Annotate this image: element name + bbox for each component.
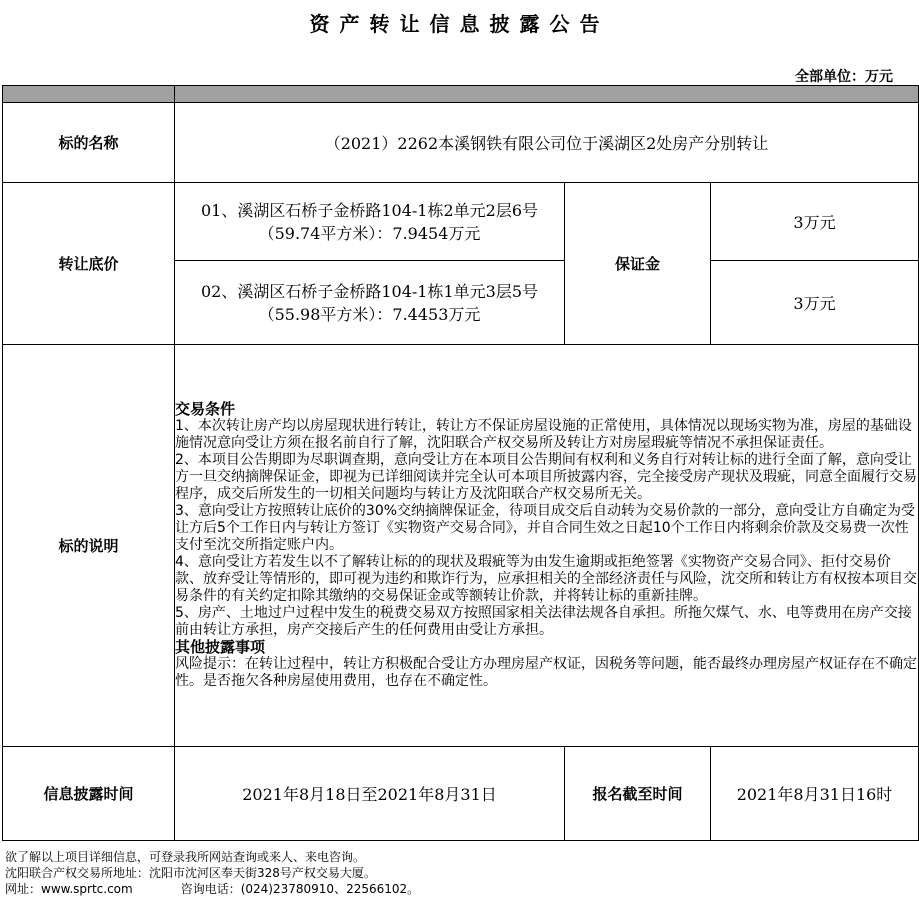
period-label: 信息披露时间 xyxy=(3,747,175,841)
other-text: 风险提示：在转让过程中，转让方积极配合受让方办理房屋产权证，因税务等问题，能否最终办理房屋产权证存在不确定性。是否拖欠各种房屋使用费用，也存在不确定性。 xyxy=(175,656,917,689)
condition-item: 1、本次转让房产均以房屋现状进行转让，转让方不保证房屋设施的正常使用，具体情况以现场实物为准，房屋的基础设施情况意向受让方须在报名前自行了解，沈阳联合产权交易所及转让方对房屋瑕疵等情况不承担保证责任。 xyxy=(175,418,912,451)
period-row xyxy=(3,747,919,841)
description-row xyxy=(3,345,919,747)
footer-line-1: 欲了解以上项目详细信息，可登录我所网站查询或来人、来电咨询。 xyxy=(5,850,366,864)
condition-item: 2、本项目公告期即为尽职调查期，意向受让方在本项目公告期间有权利和义务自行对转让标的进行全面了解，意向受让方一旦交纳摘牌保证金，即视为已详细阅读并完全认可本项目所披露内容，完全接受房产现状及瑕疵，同意全面履行交易程序，成交后所发生的一切相关问题均与转让方及沈阳联合产权交易所无关。 xyxy=(175,452,917,502)
description-body xyxy=(175,345,919,747)
price-item-2: 02、溪湖区石桥子金桥路104-1栋1单元3层5号（55.98平方米）：7.4453万元 xyxy=(175,261,565,345)
condition-item: 5、房产、土地过户过程中发生的税费交易双方按照国家相关法律法规各自承担。所拖欠煤气、水、电等费用在房产交接前由转让方承担，房产交接后产生的任何费用由受让方承担。 xyxy=(175,605,912,638)
name-row xyxy=(3,103,919,183)
price-item-1: 01、溪湖区石桥子金桥路104-1栋2单元2层6号（59.74平方米）：7.9454万元 xyxy=(175,183,565,261)
footer-phone: 咨询电话：(024)23780910、22566102。 xyxy=(180,882,420,896)
footer xyxy=(5,849,419,897)
header-row xyxy=(3,86,919,103)
page-title: 资产转让信息披露公告 xyxy=(309,12,610,36)
disclosure-table xyxy=(2,85,919,841)
price-row-1 xyxy=(3,183,919,261)
conditions-heading: 交易条件 xyxy=(175,400,236,418)
deadline-value: 2021年8月31日16时 xyxy=(711,747,919,841)
footer-website[interactable]: 网址：www.sprtc.com xyxy=(5,882,133,896)
condition-item: 3、意向受让方按照转让底价的30%交纳摘牌保证金，待项目成交后自动转为交易价款的一部分，意向受让方自确定为受让方后5个工作日内与转让方签订《实物资产交易合同》，并自合同生效之日起10个工作日内将剩余价款及交易费一次性支付至沈交所指定账户内。 xyxy=(175,503,916,553)
condition-item: 4、意向受让方若发生以不了解转让标的的现状及瑕疵等为由发生逾期或拒绝签署《实物资产交易合同》、拒付交易价款、放弃受让等情形的，即可视为违约和欺诈行为，应承担相关的全部经济责任与风险，沈交所和转让方有权按本项目交易条件的有关约定扣除其缴纳的交易保证金或等额转让价款，并将转让标的重新挂牌。 xyxy=(175,554,917,604)
period-value: 2021年8月18日至2021年8月31日 xyxy=(175,747,565,841)
footer-line-3 xyxy=(5,881,419,897)
deposit-label: 保证金 xyxy=(565,183,711,345)
deadline-label: 报名截至时间 xyxy=(565,747,711,841)
name-label: 标的名称 xyxy=(3,103,175,183)
header-cell-right xyxy=(175,86,919,103)
header-cell-left xyxy=(3,86,175,103)
unit-note: 全部单位：万元 xyxy=(795,69,893,85)
deposit-value-1: 3万元 xyxy=(711,183,919,261)
name-value: （2021）2262本溪钢铁有限公司位于溪湖区2处房产分别转让 xyxy=(175,103,919,183)
footer-line-2: 沈阳联合产权交易所地址：沈阳市沈河区奉天街328号产权交易大厦。 xyxy=(5,866,376,880)
deposit-value-2: 3万元 xyxy=(711,261,919,345)
price-label: 转让底价 xyxy=(3,183,175,345)
other-heading: 其他披露事项 xyxy=(175,638,266,656)
description-label: 标的说明 xyxy=(3,345,175,747)
